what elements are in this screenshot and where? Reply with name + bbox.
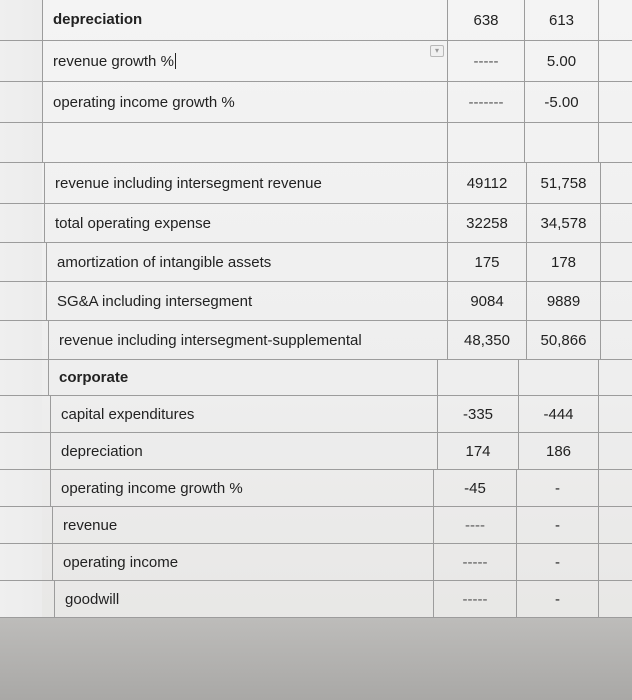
empty-cell[interactable] [600,163,632,203]
label-cell[interactable]: amortization of intangible assets [46,243,447,281]
value-cell-1[interactable] [437,360,518,395]
value-cell-1[interactable]: 48,350 [447,321,526,359]
empty-cell[interactable] [598,396,632,432]
value-cell-2[interactable]: 34,578 [526,204,600,242]
empty-cell[interactable] [598,0,632,40]
label-cell[interactable]: operating income growth % [42,82,447,122]
value-cell-2[interactable]: -444 [518,396,598,432]
value-cell-1[interactable]: -45 [433,470,516,506]
empty-cell[interactable] [600,321,632,359]
empty-cell[interactable] [598,507,632,543]
value-cell-2[interactable]: - [516,581,598,617]
label-cell[interactable]: goodwill [54,581,433,617]
value-cell-2[interactable]: 50,866 [526,321,600,359]
desk-surface [0,618,632,700]
empty-cell[interactable] [598,581,632,617]
empty-cell[interactable] [598,41,632,81]
empty-cell[interactable] [598,544,632,580]
empty-cell[interactable] [598,123,632,162]
label-cell[interactable]: SG&A including intersegment [46,282,447,320]
empty-cell[interactable] [600,243,632,281]
value-cell-1[interactable]: 49112 [447,163,526,203]
section-heading-cell[interactable]: corporate [48,360,437,395]
value-cell-2[interactable]: - [516,544,598,580]
table-row [0,282,632,321]
value-cell-2[interactable]: 613 [524,0,598,40]
label-cell[interactable] [42,123,447,162]
label-cell[interactable]: operating income growth % [50,470,433,506]
value-cell-1[interactable]: 638 [447,0,524,40]
label-cell[interactable]: depreciation [42,0,447,40]
value-cell-2[interactable]: 178 [526,243,600,281]
empty-cell[interactable] [598,433,632,469]
value-cell-2[interactable]: 9889 [526,282,600,320]
value-cell-1[interactable]: ----- [447,41,524,81]
label-cell[interactable]: total operating expense [44,204,447,242]
label-cell[interactable]: operating income [52,544,433,580]
table-row [0,433,632,470]
value-cell-1[interactable] [447,123,524,162]
label-cell[interactable]: revenue including intersegment revenue [44,163,447,203]
table-row [0,507,632,544]
table-row [0,0,632,41]
label-text: revenue growth % [53,52,174,70]
value-cell-1[interactable]: 175 [447,243,526,281]
empty-cell[interactable] [598,470,632,506]
value-cell-1[interactable]: ----- [433,581,516,617]
value-cell-1[interactable]: 32258 [447,204,526,242]
value-cell-1[interactable]: -335 [437,396,518,432]
table-row [0,470,632,507]
value-cell-2[interactable] [518,360,598,395]
table-row [0,360,632,396]
value-cell-1[interactable]: ---- [433,507,516,543]
table-row [0,321,632,360]
value-cell-2[interactable]: 5.00 [524,41,598,81]
label-cell[interactable]: depreciation [50,433,437,469]
table-row [0,243,632,282]
table-row [0,163,632,204]
value-cell-1[interactable]: 9084 [447,282,526,320]
value-cell-2[interactable]: 186 [518,433,598,469]
dropdown-icon[interactable]: ▾ [430,45,444,57]
table-row [0,581,632,618]
value-cell-2[interactable] [524,123,598,162]
value-cell-2[interactable]: -5.00 [524,82,598,122]
value-cell-2[interactable]: - [516,470,598,506]
text-cursor [175,53,176,69]
label-cell[interactable]: capital expenditures [50,396,437,432]
table-row [0,82,632,123]
empty-cell[interactable] [598,82,632,122]
value-cell-2[interactable]: 51,758 [526,163,600,203]
value-cell-1[interactable]: ----- [433,544,516,580]
empty-cell[interactable] [600,204,632,242]
label-cell-editing[interactable] [42,41,447,81]
table-row [0,204,632,243]
value-cell-1[interactable]: 174 [437,433,518,469]
empty-cell[interactable] [600,282,632,320]
table-row [0,41,632,82]
table-row [0,544,632,581]
value-cell-1[interactable]: ------- [447,82,524,122]
value-cell-2[interactable]: - [516,507,598,543]
table-row [0,123,632,163]
label-cell[interactable]: revenue including intersegment-supplemental [48,321,447,359]
empty-cell[interactable] [598,360,632,395]
table-row [0,396,632,433]
label-cell[interactable]: revenue [52,507,433,543]
